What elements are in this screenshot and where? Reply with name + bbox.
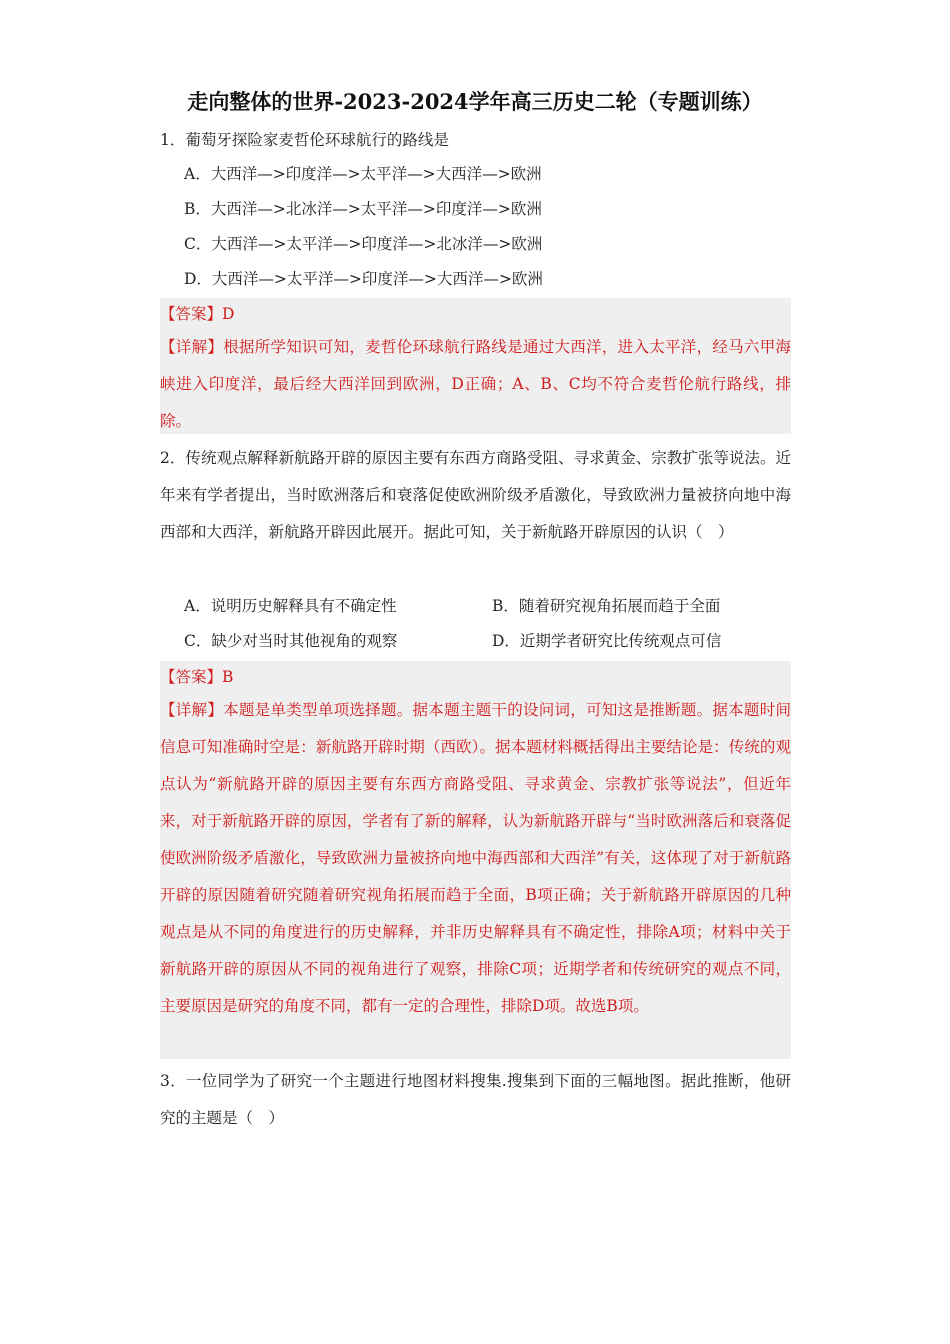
question-1-option-c: C．大西洋—>太平洋—>印度洋—>北冰洋—>欧洲: [184, 235, 543, 253]
question-1-option-a: A．大西洋—>印度洋—>太平洋—>大西洋—>欧洲: [184, 165, 542, 183]
question-3-stem: 3．一位同学为了研究一个主题进行地图材料搜集.搜集到下面的三幅地图。据此推断，他研究的主题是（ ）: [160, 1072, 791, 1127]
question-2-option-b: B．随着研究视角拓展而趋于全面: [492, 597, 721, 615]
question-2-stem: 2．传统观点解释新航路开辟的原因主要有东西方商路受阻、寻求黄金、宗教扩张等说法。近年来有学者提出，当时欧洲落后和衰落促使欧洲阶级矛盾激化，导致欧洲力量被挤向地中海西部和大西洋，新航路开辟因此展开。据此可知，关于新航路开辟原因的认识（ ）: [160, 449, 791, 541]
question-1-option-d: D．大西洋—>太平洋—>印度洋—>大西洋—>欧洲: [184, 270, 543, 288]
question-1-answer: 【答案】D: [160, 305, 235, 323]
question-1-stem: 1．葡萄牙探险家麦哲伦环球航行的路线是: [160, 131, 449, 149]
question-1-option-b: B．大西洋—>北冰洋—>太平洋—>印度洋—>欧洲: [184, 200, 542, 218]
question-2-option-a: A．说明历史解释具有不确定性: [184, 597, 397, 615]
question-2-answer: 【答案】B: [160, 668, 234, 686]
question-2-detail: 【详解】本题是单类型单项选择题。据本题主题干的设问词，可知这是推断题。据本题时间信息可知准确时空是：新航路开辟时期（西欧）。据本题材料概括得出主要结论是：传统的观点认为“新航路开辟的原因主要有东西方商路受阻、寻求黄金、宗教扩张等说法”，但近年来，对于新航路开辟的原因，学者有了新的解释，认为新航路开辟与“当时欧洲落后和衰落促使欧洲阶级矛盾激化，导致欧洲力量被挤向地中海西部和大西洋”有关，这体现了对于新航路开辟的原因随着研究随着研究视角拓展而趋于全面，B项正确；关于新航路开辟原因的几种观点是从不同的角度进行的历史解释，并非历史解释具有不确定性，排除A项；材料中关于新航路开辟的原因从不同的视角进行了观察，排除C项；近期学者和传统研究的观点不同，主要原因是研究的角度不同，都有一定的合理性，排除D项。故选B项。: [160, 701, 791, 1015]
question-1-detail: 【详解】根据所学知识可知，麦哲伦环球航行路线是通过大西洋，进入太平洋，经马六甲海峡进入印度洋，最后经大西洋回到欧洲，D正确；A、B、C均不符合麦哲伦航行路线，排除。: [160, 338, 791, 430]
question-2-option-d: D．近期学者研究比传统观点可信: [492, 632, 722, 650]
page-title: 走向整体的世界-2023-2024学年高三历史二轮（专题训练）: [187, 89, 763, 114]
question-2-option-c: C．缺少对当时其他视角的观察: [184, 632, 398, 650]
